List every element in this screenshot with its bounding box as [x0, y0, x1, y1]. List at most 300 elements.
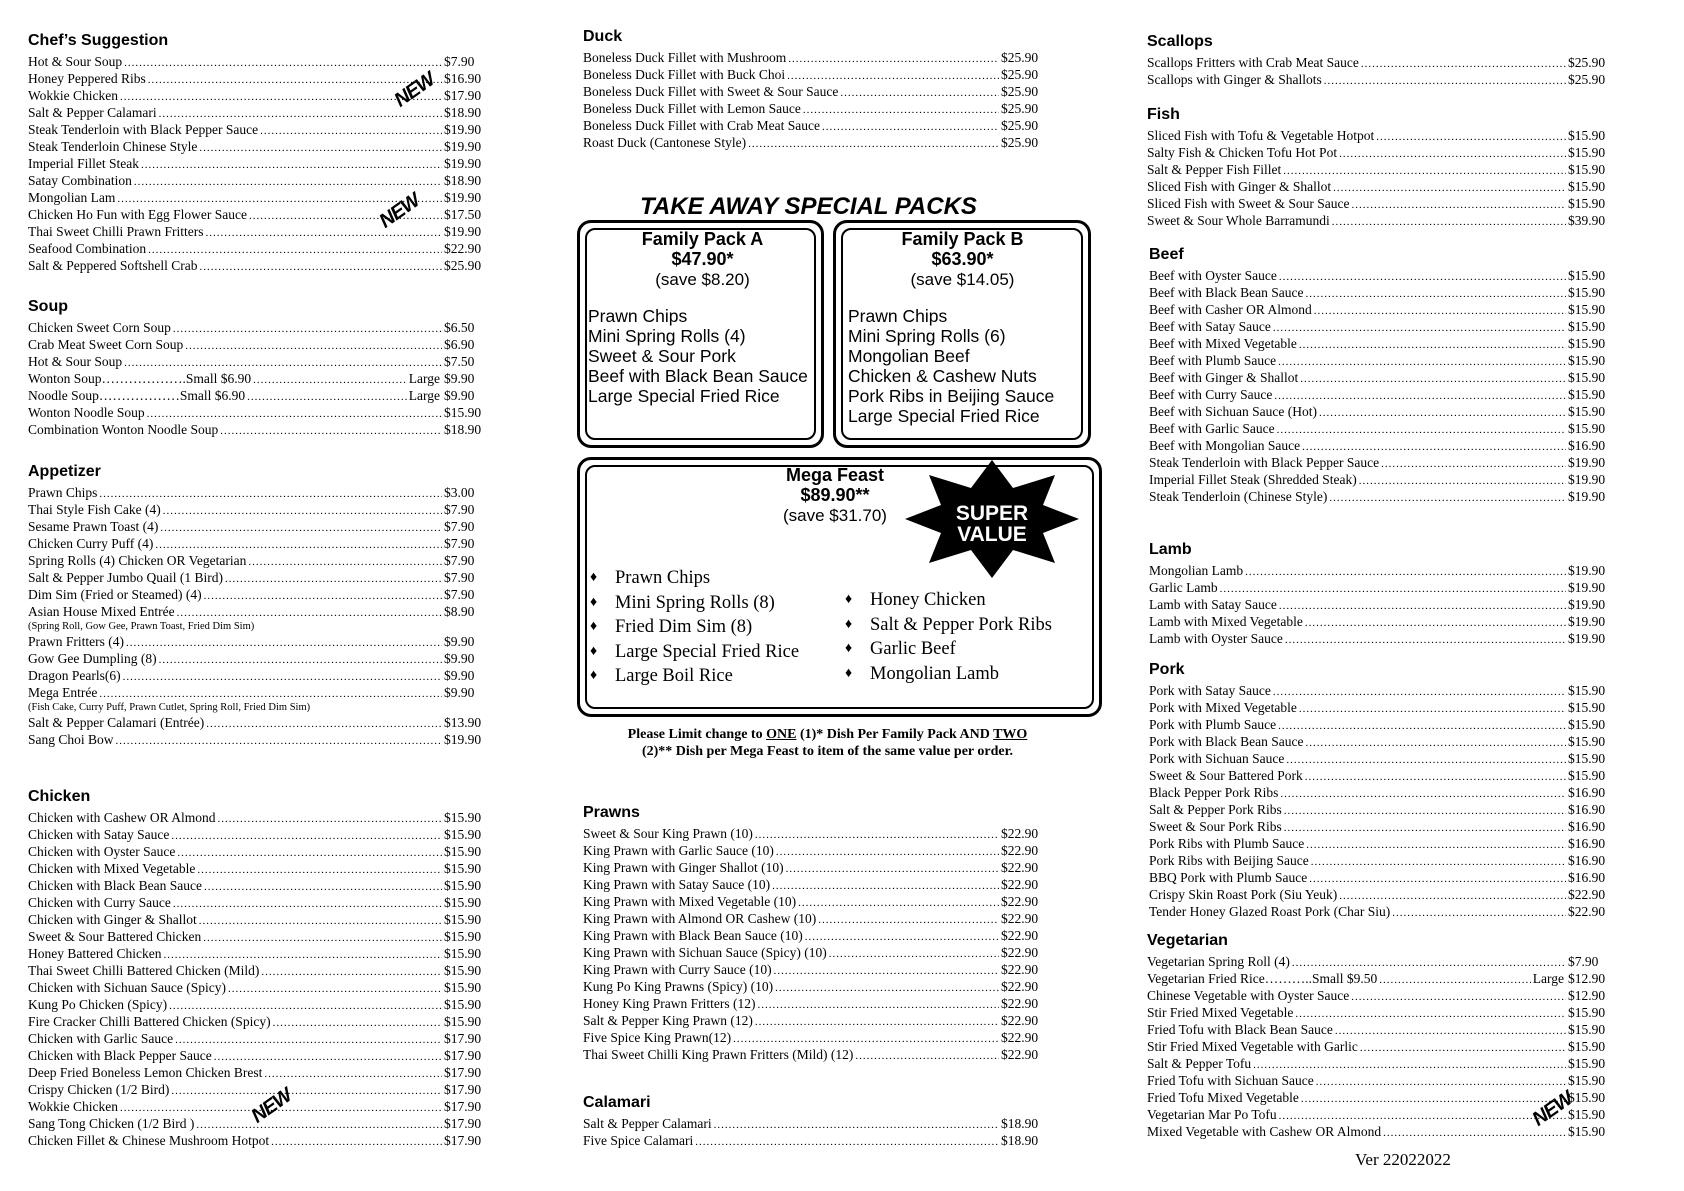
item-name: Crab Meat Sweet Corn Soup	[28, 337, 184, 352]
new-badge: NEW	[375, 189, 424, 233]
new-badge: NEW	[390, 68, 439, 112]
bullet-icon: ♦	[590, 619, 598, 634]
limit-note-two: TWO	[993, 727, 1028, 742]
item-name: King Prawn with Black Bean Sauce (10)	[583, 928, 803, 943]
super-value-badge	[903, 458, 1081, 580]
item-name: Boneless Duck Fillet with Lemon Sauce	[583, 101, 801, 116]
item-name: Vegetarian Fried Rice………..Small $9.50	[1147, 971, 1378, 986]
item-price: $25.90	[1001, 101, 1039, 116]
item-size-label: Large	[1532, 971, 1564, 986]
item-name: Steak Tenderloin Chinese Style	[28, 139, 198, 154]
menu-item	[583, 995, 1061, 1012]
family-pack-b-save: (save $14.05)	[910, 270, 1015, 289]
menu-item	[1149, 471, 1628, 488]
dot-leader	[1332, 215, 1566, 229]
item-name: Wonton Soup……………….Small $6.90	[28, 371, 252, 386]
item-name: Pork with Black Bean Sauce	[1149, 734, 1304, 749]
item-price: $25.90	[444, 258, 482, 273]
dot-leader	[772, 879, 999, 893]
menu-item	[28, 633, 504, 650]
section-calamari	[583, 1093, 1061, 1149]
item-price: $22.90	[1001, 826, 1039, 841]
menu-item	[583, 876, 1061, 893]
menu-item	[1149, 630, 1628, 647]
menu-item	[1149, 352, 1628, 369]
item-name: Sang Choi Bow	[28, 732, 114, 747]
super-value-line2: VALUE	[957, 523, 1027, 546]
menu-item	[28, 1013, 504, 1030]
section-chicken	[28, 787, 504, 1149]
item-name: Mongolian Lamb	[1149, 563, 1244, 578]
section-title: Lamb	[1149, 541, 1192, 558]
item-price: $15.90	[1568, 162, 1606, 177]
pack-item: Mongolian Beef	[848, 346, 970, 366]
dot-leader	[774, 964, 999, 978]
section-title: Vegetarian	[1147, 932, 1228, 949]
version-label: Ver 22022022	[1355, 1150, 1451, 1169]
dot-leader	[1381, 457, 1566, 471]
mega-item-label: Fried Dim Sim (8)	[615, 617, 753, 637]
dot-leader	[171, 1084, 442, 1098]
menu-item	[583, 978, 1061, 995]
item-name: Crispy Chicken (1/2 Bird)	[28, 1082, 170, 1097]
dot-leader	[177, 606, 442, 620]
dot-leader	[1314, 304, 1566, 318]
section-appetizer	[28, 462, 504, 748]
dot-leader	[1279, 599, 1566, 613]
item-name: Chicken Fillet & Chinese Mushroom Hotpot	[28, 1133, 270, 1148]
item-price: $25.90	[1001, 135, 1039, 150]
mega-feast-left-items	[590, 566, 799, 689]
menu-item	[1149, 454, 1628, 471]
item-name: Boneless Duck Fillet with Mushroom	[583, 50, 787, 65]
item-name: Beef with Sichuan Sauce (Hot)	[1149, 404, 1317, 419]
item-name: Thai Sweet Chilli Battered Chicken (Mild)	[28, 963, 260, 978]
dot-leader	[733, 1032, 999, 1046]
dot-leader	[1274, 389, 1566, 403]
item-name: Pork with Satay Sauce	[1149, 683, 1271, 698]
item-price: $25.90	[1001, 118, 1039, 133]
item-name: Steak Tenderloin with Black Pepper Sauce	[28, 122, 259, 137]
menu-item	[28, 404, 504, 421]
pack-item: Mini Spring Rolls (4)	[588, 326, 746, 346]
item-name: Sweet & Sour Pork Ribs	[1149, 819, 1282, 834]
dot-leader	[1295, 1007, 1566, 1021]
menu-item	[583, 825, 1061, 842]
menu-item	[28, 684, 504, 701]
item-name: Sweet & Sour Battered Pork	[1149, 768, 1303, 783]
item-name: Boneless Duck Fillet with Buck Choi	[583, 67, 786, 82]
item-name: Salt & Peppered Softshell Crab	[28, 258, 198, 273]
dot-leader	[124, 356, 442, 370]
item-name: Sweet & Sour Battered Chicken	[28, 929, 202, 944]
dot-leader	[116, 734, 442, 748]
item-name: Thai Sweet Chilli King Prawn Fritters (Mild) (12)	[583, 1047, 854, 1062]
menu-item	[28, 809, 504, 826]
item-name: Imperial Fillet Steak	[28, 156, 139, 171]
pack-item: Prawn Chips	[848, 306, 948, 326]
item-price: $15.90	[1568, 1073, 1606, 1088]
family-pack-a-items	[588, 306, 808, 406]
dot-leader	[273, 1016, 442, 1030]
item-name: Stir Fried Mixed Vegetable	[1147, 1005, 1294, 1020]
dot-leader	[1311, 855, 1566, 869]
menu-item	[28, 860, 504, 877]
item-price: $18.90	[444, 422, 482, 437]
section-prawns	[583, 803, 1061, 1063]
family-pack-a-price: $47.90*	[671, 249, 734, 269]
item-name: Roast Duck (Cantonese Style)	[583, 135, 747, 150]
item-price: $16.90	[1568, 870, 1606, 885]
menu-item	[28, 1030, 504, 1047]
item-price: $9.90	[444, 634, 475, 649]
item-price: $12.90	[1568, 988, 1606, 1003]
item-price: $9.90	[444, 388, 475, 403]
item-name: Sang Tong Chicken (1/2 Bird )	[28, 1116, 195, 1131]
item-price: $22.90	[1568, 904, 1606, 919]
menu-item	[28, 518, 504, 535]
item-price: $15.90	[1568, 285, 1606, 300]
item-price: $19.90	[444, 122, 482, 137]
dot-leader	[199, 260, 442, 274]
item-price: $22.90	[1001, 928, 1039, 943]
item-price: $9.90	[444, 651, 475, 666]
item-name: King Prawn with Sichuan Sauce (Spicy) (10)	[583, 945, 827, 960]
menu-item	[1147, 1004, 1628, 1021]
dot-leader	[1361, 57, 1566, 71]
menu-item	[583, 117, 1061, 134]
item-name: Lamb with Mixed Vegetable	[1149, 614, 1303, 629]
item-name: Hot & Sour Soup	[28, 54, 123, 69]
item-size-label: Large	[408, 371, 440, 386]
item-name: Chicken with Ginger & Shallot	[28, 912, 197, 927]
item-price: $9.90	[444, 371, 475, 386]
pack-item: Pork Ribs in Beijing Sauce	[848, 386, 1055, 406]
dot-leader	[1283, 164, 1566, 178]
menu-item	[1147, 970, 1628, 987]
menu-item	[1149, 733, 1628, 750]
item-name: Chicken with Satay Sauce	[28, 827, 170, 842]
item-name: Chicken with Sichuan Sauce (Spicy)	[28, 980, 226, 995]
item-price: $17.90	[444, 1048, 482, 1063]
item-name: King Prawn with Garlic Sauce (10)	[583, 843, 774, 858]
dot-leader	[271, 1135, 442, 1149]
menu-item	[28, 421, 504, 438]
item-price: $25.90	[1001, 84, 1039, 99]
menu-item	[1149, 420, 1628, 437]
item-name: Scallops with Ginger & Shallots	[1147, 72, 1322, 87]
item-name: Chinese Vegetable with Oyster Sauce	[1147, 988, 1350, 1003]
section-title: Pork	[1149, 661, 1185, 678]
menu-item	[1149, 579, 1628, 596]
menu-item	[28, 979, 504, 996]
dot-leader	[159, 653, 442, 667]
menu-item	[28, 206, 504, 223]
dot-leader	[1285, 633, 1566, 647]
menu-item	[1147, 195, 1628, 212]
item-name: Crispy Skin Roast Pork (Siu Yeuk)	[1149, 887, 1338, 902]
item-price: $13.90	[444, 715, 482, 730]
family-pack-b-items	[848, 306, 1054, 426]
item-price: $15.90	[444, 861, 482, 876]
menu-item	[1147, 161, 1628, 178]
menu-item	[28, 240, 504, 257]
menu-item	[28, 336, 504, 353]
dot-leader	[247, 390, 407, 404]
item-name: King Prawn with Almond OR Cashew (10)	[583, 911, 817, 926]
item-name: Five Spice Calamari	[583, 1133, 694, 1148]
item-name: Mega Entrée	[28, 685, 98, 700]
dot-leader	[1335, 1024, 1566, 1038]
item-price: $15.90	[1568, 179, 1606, 194]
bullet-icon: ♦	[590, 643, 598, 659]
item-note: (Fish Cake, Curry Puff, Prawn Cutlet, Spring Roll, Fried Dim Sim)	[28, 702, 311, 713]
item-name: Honey Peppered Ribs	[28, 71, 146, 86]
menu-item	[1149, 716, 1628, 733]
item-price: $16.90	[1568, 836, 1606, 851]
dot-leader	[1306, 838, 1566, 852]
new-badge: NEW	[247, 1084, 296, 1128]
menu-item	[1149, 562, 1628, 579]
section-scallops	[1147, 32, 1628, 88]
menu-item	[28, 650, 504, 667]
dot-leader	[822, 120, 999, 134]
mega-item-label: Large Boil Rice	[615, 666, 733, 686]
item-name: Fried Tofu with Sichuan Sauce	[1147, 1073, 1314, 1088]
menu-item	[1147, 71, 1628, 88]
dot-leader	[163, 948, 442, 962]
item-price: $15.90	[1568, 1022, 1606, 1037]
menu-item	[28, 911, 504, 928]
mega-item-label: Salt & Pepper Pork Ribs	[870, 614, 1052, 635]
menu-item	[28, 996, 504, 1013]
item-price: $39.90	[1568, 213, 1606, 228]
item-price: $22.90	[1001, 894, 1039, 909]
item-name: Salt & Pepper King Prawn (12)	[583, 1013, 753, 1028]
item-name: Steak Tenderloin with Black Pepper Sauce	[1149, 455, 1380, 470]
item-price: $19.90	[1568, 614, 1606, 629]
menu-item	[1147, 987, 1628, 1004]
item-price: $19.90	[1568, 563, 1606, 578]
item-name: Beef with Garlic Sauce	[1149, 421, 1275, 436]
item-note: (Spring Roll, Gow Gee, Prawn Toast, Fried Dim Sim)	[28, 621, 255, 632]
dot-leader	[786, 862, 999, 876]
item-name: Sliced Fish with Sweet & Sour Sauce	[1147, 196, 1350, 211]
item-price: $17.90	[444, 1065, 482, 1080]
dot-leader	[1379, 973, 1531, 987]
dot-leader	[1280, 787, 1566, 801]
item-price: $22.90	[1001, 911, 1039, 926]
item-price: $15.90	[1568, 700, 1606, 715]
item-price: $16.90	[1568, 785, 1606, 800]
dot-leader	[1352, 198, 1567, 212]
item-price: $15.90	[444, 912, 482, 927]
dot-leader	[160, 521, 442, 535]
dot-leader	[1279, 1109, 1566, 1123]
item-price: $15.90	[1568, 128, 1606, 143]
item-name: Boneless Duck Fillet with Crab Meat Sauce	[583, 118, 820, 133]
section-beef	[1149, 245, 1628, 505]
item-price: $15.90	[444, 946, 482, 961]
item-price: $7.90	[444, 54, 475, 69]
dot-leader	[205, 226, 442, 240]
dot-leader	[171, 829, 442, 843]
item-price: $22.90	[1001, 962, 1039, 977]
dot-leader	[126, 636, 442, 650]
menu-item	[28, 928, 504, 945]
item-price: $15.90	[1568, 145, 1606, 160]
dot-leader	[155, 538, 442, 552]
item-price: $19.90	[444, 139, 482, 154]
dot-leader	[1220, 582, 1566, 596]
item-name: Boneless Duck Fillet with Sweet & Sour Sauce	[583, 84, 839, 99]
item-name: Black Pepper Pork Ribs	[1149, 785, 1279, 800]
dot-leader	[1305, 616, 1566, 630]
menu-item	[1149, 903, 1628, 920]
item-price: $17.90	[444, 1116, 482, 1131]
menu-item	[28, 731, 504, 748]
item-price: $7.90	[444, 502, 475, 517]
item-name: Steak Tenderloin (Chinese Style)	[1149, 489, 1328, 504]
mega-item	[590, 566, 799, 591]
item-price: $15.90	[1568, 336, 1606, 351]
item-price: $15.90	[1568, 1005, 1606, 1020]
item-price: $19.90	[1568, 455, 1606, 470]
menu-item	[1149, 682, 1628, 699]
dot-leader	[147, 407, 442, 421]
dot-leader	[1286, 753, 1566, 767]
item-name: Beef with Mongolian Sauce	[1149, 438, 1301, 453]
family-pack-a-title: Family Pack A	[641, 229, 764, 249]
limit-note-part-c: (2)** Dish per Mega Feast to item of the same value per order.	[641, 744, 1014, 759]
family-pack-a-header	[590, 229, 815, 291]
item-name: Deep Fried Boneless Lemon Chicken Brest	[28, 1065, 263, 1080]
item-price: $15.90	[444, 980, 482, 995]
item-name: Vegetarian Spring Roll (4)	[1147, 954, 1290, 969]
dot-leader	[803, 103, 999, 117]
menu-item	[28, 962, 504, 979]
menu-item	[583, 66, 1061, 83]
menu-item	[583, 1012, 1061, 1029]
item-name: Spring Rolls (4) Chicken OR Vegetarian	[28, 553, 247, 568]
menu-item	[583, 842, 1061, 859]
item-price: $15.90	[1568, 751, 1606, 766]
dot-leader	[818, 913, 999, 927]
item-name: Pork with Sichuan Sauce	[1149, 751, 1285, 766]
dot-leader	[757, 998, 999, 1012]
pack-item: Beef with Black Bean Sauce	[588, 366, 808, 386]
section-soup	[28, 297, 504, 438]
menu-item	[1149, 318, 1628, 335]
dot-leader	[1279, 270, 1566, 284]
item-price: $19.90	[1568, 597, 1606, 612]
dot-leader	[695, 1135, 999, 1149]
dot-leader	[855, 1049, 999, 1063]
dot-leader	[1277, 423, 1566, 437]
menu-item	[28, 223, 504, 240]
item-price: $16.90	[1568, 802, 1606, 817]
item-name: Lamb with Oyster Sauce	[1149, 631, 1283, 646]
item-name: Beef with Casher OR Almond	[1149, 302, 1312, 317]
mega-feast-right-items	[845, 588, 1052, 686]
item-name: Fried Tofu with Black Bean Sauce	[1147, 1022, 1333, 1037]
new-badge: NEW	[1528, 1087, 1577, 1131]
menu-item	[1149, 596, 1628, 613]
item-price: $22.90	[1001, 996, 1039, 1011]
pack-item: Large Special Fried Rice	[848, 406, 1040, 426]
menu-item	[1147, 953, 1628, 970]
dot-leader	[1305, 770, 1566, 784]
item-price: $15.90	[1568, 196, 1606, 211]
menu-item	[1149, 488, 1628, 505]
dot-leader	[248, 555, 442, 569]
dot-leader	[748, 137, 999, 151]
dot-leader	[177, 846, 442, 860]
item-price: $15.90	[1568, 1124, 1606, 1139]
dot-leader	[220, 424, 442, 438]
item-price: $16.90	[1568, 853, 1606, 868]
item-price: $15.90	[444, 878, 482, 893]
dot-leader	[1316, 1075, 1566, 1089]
item-price: $15.90	[1568, 1107, 1606, 1122]
item-name: Salt & Pepper Calamari	[28, 105, 157, 120]
menu-item	[1149, 437, 1628, 454]
item-name: Chicken with Mixed Vegetable	[28, 861, 196, 876]
item-price: $15.90	[444, 405, 482, 420]
dot-leader	[99, 687, 442, 701]
dot-leader	[203, 931, 442, 945]
dot-leader	[260, 124, 442, 138]
dot-leader	[1339, 889, 1566, 903]
menu-item	[1149, 267, 1628, 284]
item-size-label: Large	[408, 388, 440, 403]
item-name: Mixed Vegetable with Cashew OR Almond	[1147, 1124, 1382, 1139]
item-price: $19.90	[444, 156, 482, 171]
mega-item	[590, 664, 799, 689]
menu-item	[1149, 335, 1628, 352]
dot-leader	[148, 243, 442, 257]
dot-leader	[173, 322, 442, 336]
item-name: Dragon Pearls(6)	[28, 668, 121, 683]
menu-item	[28, 714, 504, 731]
dot-leader	[1299, 702, 1566, 716]
item-price: $22.90	[1001, 1047, 1039, 1062]
item-name: Pork Ribs with Beijing Sauce	[1149, 853, 1309, 868]
section-fish	[1147, 105, 1628, 229]
bullet-icon: ♦	[845, 665, 853, 681]
menu-item	[583, 1132, 1061, 1149]
family-pack-b-header	[845, 229, 1080, 291]
menu-item	[1147, 1123, 1628, 1140]
menu-item	[28, 603, 504, 620]
dot-leader	[228, 982, 442, 996]
item-name: Pork with Mixed Vegetable	[1149, 700, 1297, 715]
menu-item	[583, 100, 1061, 117]
limit-note	[560, 726, 1095, 760]
menu-item	[28, 155, 504, 172]
section-title: Beef	[1149, 246, 1184, 263]
limit-note-part-b: (1)* Dish Per Family Pack AND	[796, 727, 994, 742]
bullet-icon: ♦	[590, 668, 598, 683]
dot-leader	[798, 896, 999, 910]
item-price: $15.90	[444, 895, 482, 910]
item-price: $17.90	[444, 1133, 482, 1148]
item-price: $15.90	[1568, 421, 1606, 436]
dot-leader	[204, 880, 442, 894]
pack-item: Sweet & Sour Pork	[588, 346, 736, 366]
section-lamb	[1149, 540, 1628, 647]
section-title: Appetizer	[28, 463, 101, 480]
